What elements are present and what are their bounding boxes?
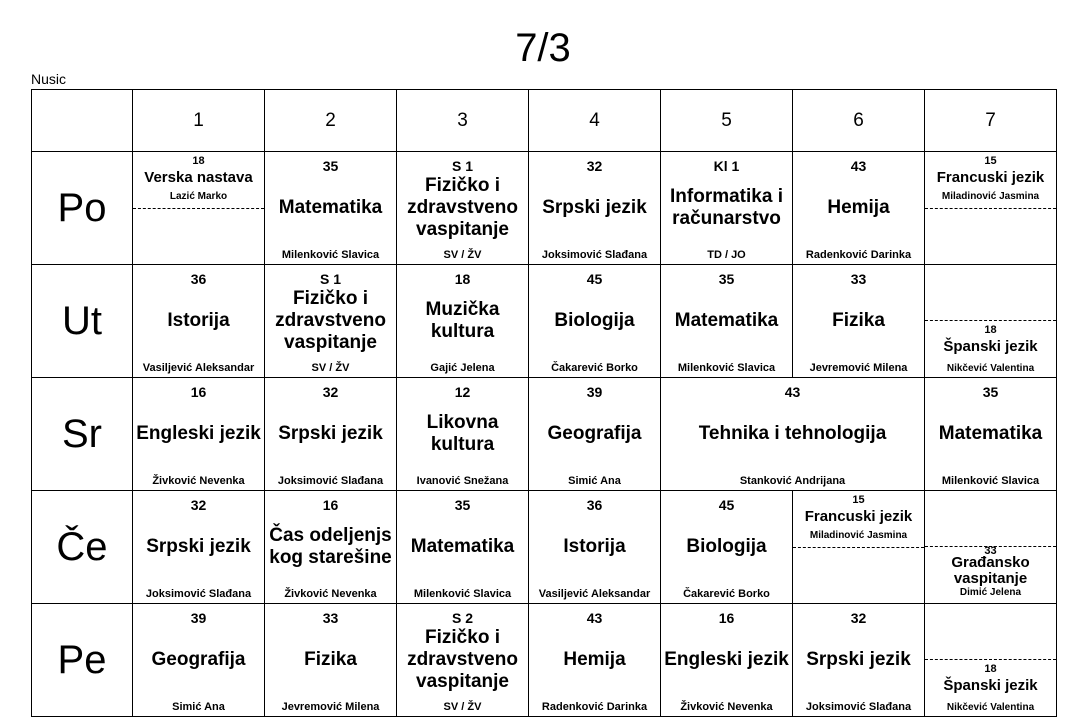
- lesson-cell: [793, 491, 925, 604]
- room-number: 18: [984, 663, 997, 675]
- room-number: 16: [718, 610, 735, 626]
- day-row: [32, 604, 1057, 717]
- subject-name: Istorija: [167, 310, 230, 331]
- lesson-cell: [529, 491, 661, 604]
- room-number: 36: [190, 271, 207, 287]
- room-number: 35: [454, 497, 471, 513]
- lesson-half-bottom: [925, 320, 1056, 377]
- teacher-name: Simić Ana: [568, 475, 621, 487]
- lesson-cell: [925, 378, 1057, 491]
- period-number: 5: [661, 90, 793, 152]
- teacher-name: Joksimović Slađana: [145, 588, 252, 600]
- subject-name: Srpski jezik: [278, 423, 383, 444]
- subject-name: Srpski jezik: [806, 649, 911, 670]
- subject-name: Matematika: [938, 423, 1043, 444]
- lesson-cell: [529, 604, 661, 717]
- lesson-cell: [925, 491, 1057, 604]
- period-number: 2: [265, 90, 397, 152]
- day-row: [32, 265, 1057, 378]
- subject-name: Fizičko i zdravstveno vaspitanje: [407, 175, 518, 240]
- teacher-name: Milenković Slavica: [413, 588, 512, 600]
- room-number: 35: [982, 384, 999, 400]
- teacher-name: Gajić Jelena: [430, 362, 495, 374]
- subject-name: Informatika i računarstvo: [670, 186, 783, 229]
- teacher-name: Milenković Slavica: [281, 249, 380, 261]
- room-number: 18: [984, 324, 997, 336]
- page-title: 7/3: [515, 26, 571, 70]
- teacher-name: Joksimović Slađana: [277, 475, 384, 487]
- teacher-name: SV / ŽV: [443, 701, 482, 713]
- room-number: 33: [850, 271, 867, 287]
- day-label: Ut: [32, 265, 133, 378]
- room-number: 35: [322, 158, 339, 174]
- lesson-cell: [661, 604, 793, 717]
- day-label: Pe: [32, 604, 133, 717]
- subject-name: Istorija: [563, 536, 626, 557]
- room-number: 45: [718, 497, 735, 513]
- room-number: 36: [586, 497, 603, 513]
- teacher-name: Joksimović Slađana: [541, 249, 648, 261]
- teacher-name: Lazić Marko: [169, 191, 228, 202]
- room-number: 43: [586, 610, 603, 626]
- subject-name: Engleski jezik: [136, 423, 261, 444]
- lesson-half-top: [793, 491, 924, 548]
- subject-name: Fizika: [304, 649, 357, 670]
- lesson-cell: [793, 152, 925, 265]
- subject-name: Srpski jezik: [146, 536, 251, 557]
- lesson-cell: [397, 378, 529, 491]
- teacher-name: Vasiljević Aleksandar: [142, 362, 255, 374]
- lesson-cell: [265, 491, 397, 604]
- room-number: 39: [190, 610, 207, 626]
- lesson-cell: [265, 152, 397, 265]
- school-label: Nusic: [31, 71, 67, 87]
- room-number: 43: [850, 158, 867, 174]
- teacher-name: Živković Nevenka: [680, 701, 773, 713]
- lesson-cell: [397, 265, 529, 378]
- teacher-name: Vasiljević Aleksandar: [538, 588, 651, 600]
- lesson-half-bottom: [925, 546, 1056, 603]
- room-number: 18: [192, 155, 205, 167]
- room-number: 16: [322, 497, 339, 513]
- subject-name: Geografija: [547, 423, 642, 444]
- subject-name: Francuski jezik: [804, 508, 913, 525]
- lesson-cell: [529, 152, 661, 265]
- lesson-half-top: [133, 152, 264, 209]
- subject-name: Fizičko i zdravstveno vaspitanje: [275, 288, 386, 353]
- teacher-name: Miladinović Jasmina: [941, 191, 1040, 202]
- subject-name: Čas odeljenjs kog starešine: [269, 525, 392, 568]
- lesson-cell: [529, 378, 661, 491]
- room-number: 33: [984, 545, 997, 557]
- subject-name: Fizika: [832, 310, 885, 331]
- teacher-name: Miladinović Jasmina: [809, 530, 908, 541]
- subject-name: Matematika: [674, 310, 779, 331]
- subject-name: Muzička kultura: [425, 299, 500, 342]
- teacher-name: Nikčević Valentina: [946, 702, 1035, 713]
- teacher-name: Nikčević Valentina: [946, 363, 1035, 374]
- teacher-name: SV / ŽV: [443, 249, 482, 261]
- room-number: 32: [322, 384, 339, 400]
- teacher-name: Čakarević Borko: [551, 362, 638, 374]
- lesson-cell: [661, 265, 793, 378]
- room-number: Kl 1: [713, 158, 740, 174]
- lesson-cell: [925, 265, 1057, 378]
- room-number: 32: [190, 497, 207, 513]
- subject-name: Fizičko i zdravstveno vaspitanje: [407, 627, 518, 692]
- teacher-name: Milenković Slavica: [677, 362, 776, 374]
- period-number: 4: [529, 90, 661, 152]
- subject-name: Engleski jezik: [664, 649, 789, 670]
- lesson-cell: [661, 378, 925, 491]
- lesson-cell: [133, 378, 265, 491]
- subject-name: Tehnika i tehnologija: [698, 423, 887, 444]
- lesson-cell: [793, 265, 925, 378]
- lesson-cell: [133, 491, 265, 604]
- room-number: 15: [984, 155, 997, 167]
- subject-name: Hemija: [563, 649, 626, 670]
- room-number: 12: [454, 384, 471, 400]
- period-number: 1: [133, 90, 265, 152]
- period-number: 3: [397, 90, 529, 152]
- teacher-name: Milenković Slavica: [941, 475, 1040, 487]
- room-number: 33: [322, 610, 339, 626]
- lesson-half-top: [925, 152, 1056, 209]
- room-number: 32: [586, 158, 603, 174]
- room-number: 35: [718, 271, 735, 287]
- day-row: [32, 152, 1057, 265]
- day-row: [32, 491, 1057, 604]
- corner-cell: [32, 90, 133, 152]
- lesson-half-bottom: [925, 659, 1056, 716]
- teacher-name: Joksimović Slađana: [805, 701, 912, 713]
- day-label: Po: [32, 152, 133, 265]
- lesson-cell: [397, 152, 529, 265]
- teacher-name: SV / ŽV: [311, 362, 350, 374]
- lesson-cell: [397, 491, 529, 604]
- room-number: S 1: [451, 158, 473, 174]
- teacher-name: Čakarević Borko: [683, 588, 770, 600]
- lesson-cell: [529, 265, 661, 378]
- teacher-name: Radenković Darinka: [805, 249, 912, 261]
- period-number: 6: [793, 90, 925, 152]
- lesson-cell: [793, 604, 925, 717]
- subject-name: Matematika: [410, 536, 515, 557]
- room-number: 43: [784, 384, 801, 400]
- teacher-name: Živković Nevenka: [284, 588, 377, 600]
- day-label: Če: [32, 491, 133, 604]
- lesson-cell: [661, 152, 793, 265]
- subject-name: Španski jezik: [943, 338, 1038, 355]
- lesson-cell: [661, 491, 793, 604]
- room-number: 39: [586, 384, 603, 400]
- teacher-name: Dimić Jelena: [959, 587, 1022, 598]
- teacher-name: Radenković Darinka: [541, 701, 648, 713]
- room-number: 18: [454, 271, 471, 287]
- teacher-name: Ivanović Snežana: [416, 475, 509, 487]
- lesson-cell: [397, 604, 529, 717]
- lesson-cell: [265, 265, 397, 378]
- room-number: S 2: [451, 610, 473, 626]
- room-number: S 1: [319, 271, 341, 287]
- room-number: 16: [190, 384, 207, 400]
- subject-name: Matematika: [278, 197, 383, 218]
- subject-name: Francuski jezik: [936, 169, 1045, 186]
- lesson-cell: [133, 604, 265, 717]
- subject-name: Biologija: [686, 536, 767, 557]
- subject-name: Španski jezik: [943, 677, 1038, 694]
- timetable: [31, 89, 1057, 717]
- lesson-cell: [265, 378, 397, 491]
- period-header-row: [32, 90, 1057, 152]
- room-number: 15: [852, 494, 865, 506]
- teacher-name: Živković Nevenka: [152, 475, 245, 487]
- lesson-cell: [925, 604, 1057, 717]
- lesson-cell: [265, 604, 397, 717]
- subject-name: Hemija: [827, 197, 890, 218]
- day-label: Sr: [32, 378, 133, 491]
- subject-name: Građansko vaspitanje: [951, 554, 1030, 587]
- subject-name: Srpski jezik: [542, 197, 647, 218]
- day-row: [32, 378, 1057, 491]
- subject-name: Verska nastava: [144, 169, 253, 186]
- subject-name: Likovna kultura: [426, 412, 499, 455]
- teacher-name: Stanković Andrijana: [739, 475, 846, 487]
- teacher-name: Jevremović Milena: [281, 701, 380, 713]
- subject-name: Biologija: [554, 310, 635, 331]
- teacher-name: Simić Ana: [172, 701, 225, 713]
- subject-name: Geografija: [151, 649, 246, 670]
- teacher-name: TD / JO: [707, 249, 746, 261]
- lesson-cell: [133, 265, 265, 378]
- teacher-name: Jevremović Milena: [809, 362, 908, 374]
- lesson-cell: [925, 152, 1057, 265]
- room-number: 45: [586, 271, 603, 287]
- room-number: 32: [850, 610, 867, 626]
- lesson-cell: [133, 152, 265, 265]
- period-number: 7: [925, 90, 1057, 152]
